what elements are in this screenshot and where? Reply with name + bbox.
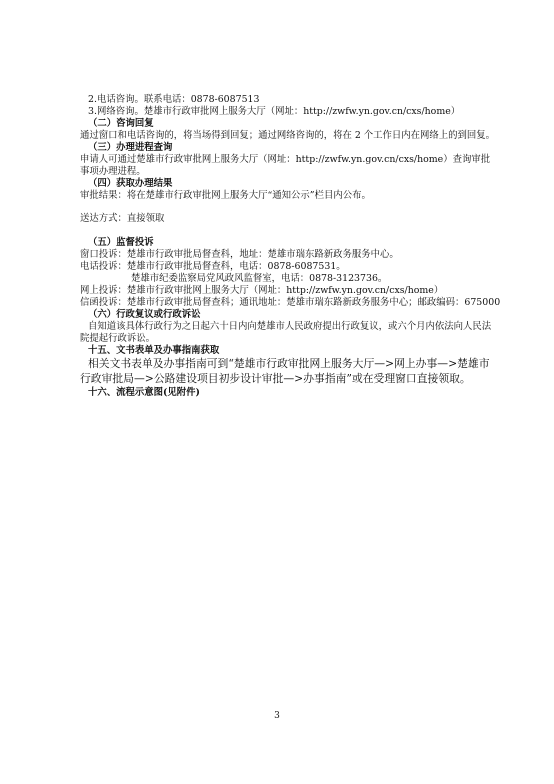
delivery-method: 送达方式：直接领取 bbox=[80, 213, 165, 224]
reply-text: 通过窗口和电话咨询的，将当场得到回复；通过网络咨询的，将在 2 个工作日内在网络上的到回复。 bbox=[80, 130, 496, 141]
review-text-1: 自知道该具体行政行为之日起六十日内向楚雄市人民政府提出行政复议，或六个月内依法向人民法 bbox=[88, 321, 492, 332]
section-heading-review: （六）行政复议或行政诉讼 bbox=[88, 309, 201, 320]
section-heading-complaint: （五）监督投诉 bbox=[88, 237, 154, 248]
complaint-window: 窗口投诉：楚雄市行政审批局督查科，地址：楚雄市瑞东路新政务服务中心。 bbox=[80, 249, 399, 260]
section-heading-reply: （二）咨询回复 bbox=[88, 118, 154, 129]
forms-guide-text-2: 行政审批局—>公路建设项目初步设计审批—>办事指南”或在受理窗口直接领取。 bbox=[80, 372, 471, 385]
section-heading-result: （四）获取办理结果 bbox=[88, 178, 173, 189]
complaint-phone: 电话投诉：楚雄市行政审批局督查科，电话：0878-6087531。 bbox=[80, 261, 346, 272]
section-heading-16: 十六、流程示意图(见附件) bbox=[88, 387, 200, 398]
section-heading-progress: （三）办理进程查询 bbox=[88, 142, 173, 153]
progress-text-1: 申请人可通过楚雄市行政审批网上服务大厅（网址：http://zwfw.yn.gov.cn/cxs/home）查询审批 bbox=[80, 154, 491, 165]
page-number: 3 bbox=[274, 711, 280, 721]
complaint-online: 网上投诉：楚雄市行政审批网上服务大厅（网址：http://zwfw.yn.gov.cn/cxs/home） bbox=[80, 285, 444, 296]
consult-phone: 2.电话咨询。联系电话：0878-6087513 bbox=[88, 94, 260, 105]
section-heading-15: 十五、文书表单及办事指南获取 bbox=[88, 345, 220, 356]
progress-text-2: 事项办理进程。 bbox=[80, 166, 146, 177]
consult-online: 3.网络咨询。楚雄市行政审批网上服务大厅（网址：http://zwfw.yn.gov.cn/cxs/home） bbox=[88, 106, 461, 117]
complaint-letter: 信函投诉：楚雄市行政审批局督查科；通讯地址：楚雄市瑞东路新政务服务中心；邮政编码：675000 bbox=[80, 297, 501, 308]
result-text: 审批结果：将在楚雄市行政审批网上服务大厅“通知公示”栏目内公布。 bbox=[80, 190, 371, 201]
review-text-2: 院提起行政诉讼。 bbox=[80, 333, 156, 344]
forms-guide-text-1: 相关文书表单及办事指南可到“楚雄市行政审批网上服务大厅—>网上办事—>楚雄市 bbox=[88, 357, 490, 370]
complaint-phone-2: 楚雄市纪委监察局党风政风监督室，电话：0878-3123736。 bbox=[131, 273, 388, 284]
